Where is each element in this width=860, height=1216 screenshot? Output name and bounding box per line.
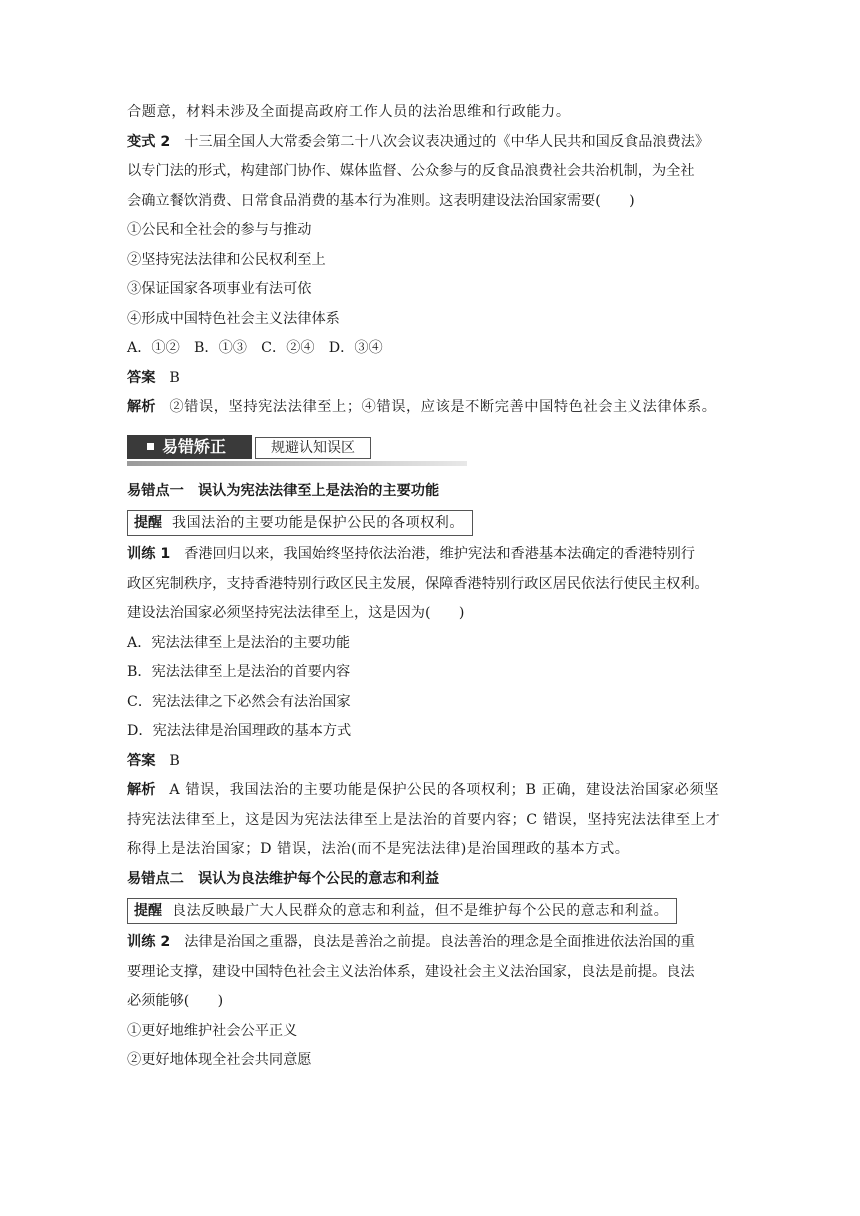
train1-explain-line-1	[127, 776, 737, 806]
train1-line-2: 政区宪制秩序，支持香港特别行政区民主发展，保障香港特别行政区居民依法行使民主权利。	[127, 575, 709, 592]
variant2-line-3: 会确立餐饮消费、日常食品消费的基本行为准则。这表明建设法治国家需要( )	[127, 192, 635, 209]
variant2-line-1	[127, 128, 737, 158]
explain-label: 解析	[127, 782, 156, 798]
error1-heading: 易错点一 误认为宪法法律至上是法治的主要功能	[127, 482, 440, 499]
banner-underline	[127, 461, 467, 466]
banner-title-box	[127, 435, 252, 459]
train2-line-2: 要理论支撑，建设中国特色社会主义法治体系，建设社会主义法治国家，良法是前提。良法	[127, 963, 695, 980]
variant2-explanation	[127, 393, 737, 423]
train1-text-1: 香港回归以来，我国始终坚持依法治港，维护宪法和香港基本法确定的香港特别行	[184, 546, 695, 562]
variant2-option-2: ②坚持宪法法律和公民权利至上	[127, 251, 326, 268]
explain-label: 解析	[127, 399, 156, 415]
variant2-option-4: ④形成中国特色社会主义法律体系	[127, 310, 340, 327]
train1-explain-line-2: 持宪法法律至上，这是因为宪法法律至上是法治的首要内容；C 错误，坚持宪法法律至上才	[127, 811, 721, 828]
tip-text: 良法反映最广大人民群众的意志和利益，但不是维护每个公民的意志和利益。	[172, 903, 669, 919]
train2-option-2: ②更好地体现全社会共同意愿	[127, 1052, 312, 1068]
tip-label: 提醒	[134, 515, 162, 531]
train1-option-b: B．宪法法律至上是法治的首要内容	[127, 664, 351, 680]
explain-text: ②错误，坚持宪法法律至上；④错误，应该是不断完善中国特色社会主义法律体系。	[169, 399, 717, 415]
answer-label: 答案	[127, 752, 156, 769]
train1-answer	[127, 747, 737, 777]
train1-explain-line-3: 称得上是法治国家；D 错误，法治(而不是宪法法律)是治国理政的基本方式。	[127, 841, 630, 857]
explain-text-1: A 错误，我国法治的主要功能是保护公民的各项权利；B 正确，建设法治国家必须坚	[169, 782, 720, 798]
answer-value: B	[169, 752, 180, 769]
answer-label: 答案	[127, 369, 156, 386]
train1-line-1	[127, 540, 737, 570]
train1-label: 训练 1	[127, 546, 171, 562]
train2-label: 训练 2	[127, 934, 171, 950]
train2-option-1: ①更好地维护社会公平正义	[127, 1022, 298, 1039]
variant2-option-1: ①公民和全社会的参与与推动	[127, 222, 312, 238]
error2-heading: 易错点二 误认为良法维护每个公民的意志和利益	[127, 870, 440, 887]
banner-title: 易错矫正	[162, 436, 227, 456]
variant2-answer	[127, 364, 737, 394]
banner-subtitle: 规避认知误区	[255, 437, 371, 459]
train1-line-3: 建设法治国家必须坚持宪法法律至上，这是因为( )	[127, 605, 465, 621]
variant2-line-2: 以专门法的形式，构建部门协作、媒体监督、公众参与的反食品浪费社会共治机制，为全社	[127, 163, 695, 179]
train1-option-a: A．宪法法律至上是法治的主要功能	[127, 634, 351, 651]
error2-tip-box	[127, 898, 677, 924]
variant2-label: 变式 2	[127, 133, 171, 150]
answer-value: B	[169, 369, 180, 386]
variant2-text-1: 十三届全国人大常委会第二十八次会议表决通过的《中华人民共和国反食品浪费法》	[184, 133, 710, 150]
train2-line-1	[127, 928, 737, 958]
variant2-option-3: ③保证国家各项事业有法可依	[127, 281, 312, 297]
document-page	[127, 98, 737, 1076]
error1-tip-box	[127, 510, 473, 536]
error1-tip-row	[127, 506, 737, 540]
tip-label: 提醒	[134, 903, 162, 919]
error2-tip-row	[127, 894, 737, 928]
intro-tail-text: 合题意，材料未涉及全面提高政府工作人员的法治思维和行政能力。	[127, 104, 571, 120]
section-banner	[127, 431, 467, 465]
variant2-choices: A．①② B．①③ C．②④ D．③④	[127, 340, 383, 356]
train2-text-1: 法律是治国之重器，良法是善治之前提。良法善治的理念是全面推进依法治国的重	[184, 934, 695, 950]
tip-text: 我国法治的主要功能是保护公民的各项权利。	[172, 515, 464, 531]
train1-option-c: C．宪法法律之下必然会有法治国家	[127, 693, 351, 710]
train2-line-3: 必须能够( )	[127, 993, 224, 1009]
square-icon	[147, 443, 154, 450]
train1-option-d: D．宪法法律是治国理政的基本方式	[127, 723, 352, 739]
